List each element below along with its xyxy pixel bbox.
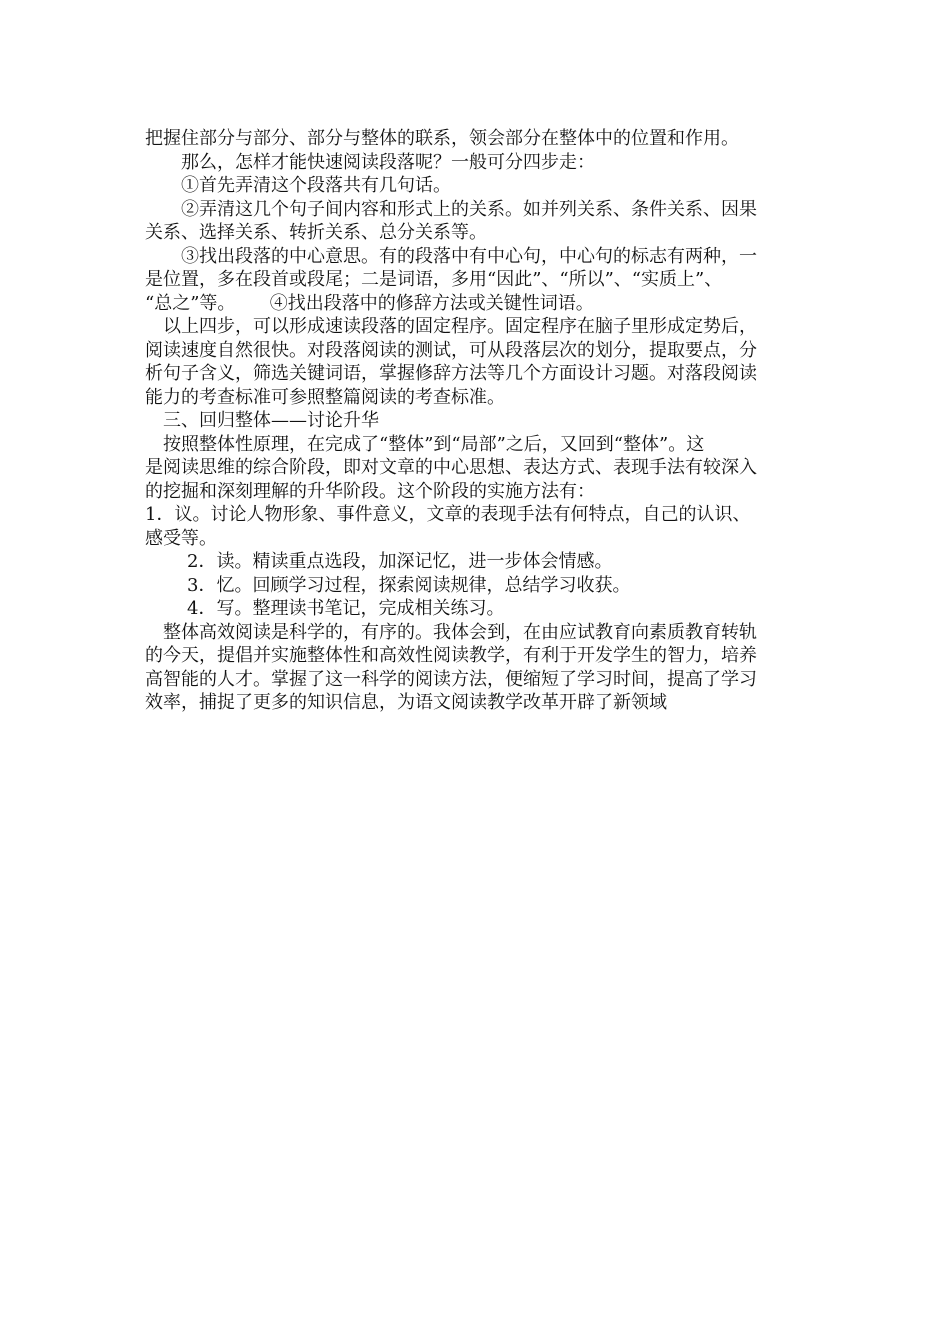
list-item: 4．写。整理读书笔记，完成相关练习。 bbox=[187, 598, 505, 619]
text-line: 按照整体性原理，在完成了“整体”到“局部”之后，又回到“整体”。这 bbox=[163, 433, 705, 455]
text-line: 的挖掘和深刻理解的升华阶段。这个阶段的实施方法有： bbox=[145, 480, 595, 502]
text-line: 以上四步，可以形成速读段落的固定程序。固定程序在脑子里形成定势后， bbox=[163, 316, 757, 337]
text-line: 析句子含义，筛选关键词语，掌握修辞方法等几个方面设计习题。对落段阅读 bbox=[145, 363, 757, 384]
text-line: 感受等。 bbox=[145, 527, 217, 549]
text-line: ①首先弄清这个段落共有几句话。 bbox=[181, 175, 451, 196]
text-line: 那么，怎样才能快速阅读段落呢？一般可分四步走： bbox=[181, 151, 595, 173]
list-item: 2．读。精读重点选段，加深记忆，进一步体会情感。 bbox=[187, 551, 613, 572]
text-line: 是阅读思维的综合阶段，即对文章的中心思想、表达方式、表现手法有较深入 bbox=[145, 457, 757, 478]
text-line: 效率，捕捉了更多的知识信息，为语文阅读教学改革开辟了新领域 bbox=[145, 692, 667, 713]
text-line: 的今天，提倡并实施整体性和高效性阅读教学，有利于开发学生的智力，培养 bbox=[145, 645, 757, 666]
text-line: 关系、选择关系、转折关系、总分关系等。 bbox=[145, 222, 487, 243]
text-line: 能力的考查标准可参照整篇阅读的考查标准。 bbox=[145, 386, 505, 408]
section-heading: 三、回归整体——讨论升华 bbox=[163, 410, 379, 431]
list-item: 1．议。讨论人物形象、事件意义，文章的表现手法有何特点，自己的认识、 bbox=[145, 504, 751, 525]
document-body bbox=[145, 127, 805, 715]
text-line: 整体高效阅读是科学的，有序的。我体会到，在由应试教育向素质教育转轨 bbox=[163, 621, 757, 643]
text-line: 是位置，多在段首或段尾；二是词语，多用“因此”、“所以”、“实质上”、 bbox=[145, 269, 723, 290]
list-item: 3．忆。回顾学习过程，探索阅读规律，总结学习收获。 bbox=[187, 574, 631, 596]
text-line: 把握住部分与部分、部分与整体的联系，领会部分在整体中的位置和作用。 bbox=[145, 128, 739, 149]
text-line: 高智能的人才。掌握了这一科学的阅读方法，便缩短了学习时间，提高了学习 bbox=[145, 668, 757, 690]
text-line: ③找出段落的中心意思。有的段落中有中心句，中心句的标志有两种，一 bbox=[181, 245, 757, 267]
text-line: “总之”等。 ④找出段落中的修辞方法或关键性词语。 bbox=[145, 292, 594, 314]
text-line: 阅读速度自然很快。对段落阅读的测试，可从段落层次的划分，提取要点，分 bbox=[145, 339, 757, 361]
text-line: ②弄清这几个句子间内容和形式上的关系。如并列关系、条件关系、因果 bbox=[181, 198, 757, 220]
